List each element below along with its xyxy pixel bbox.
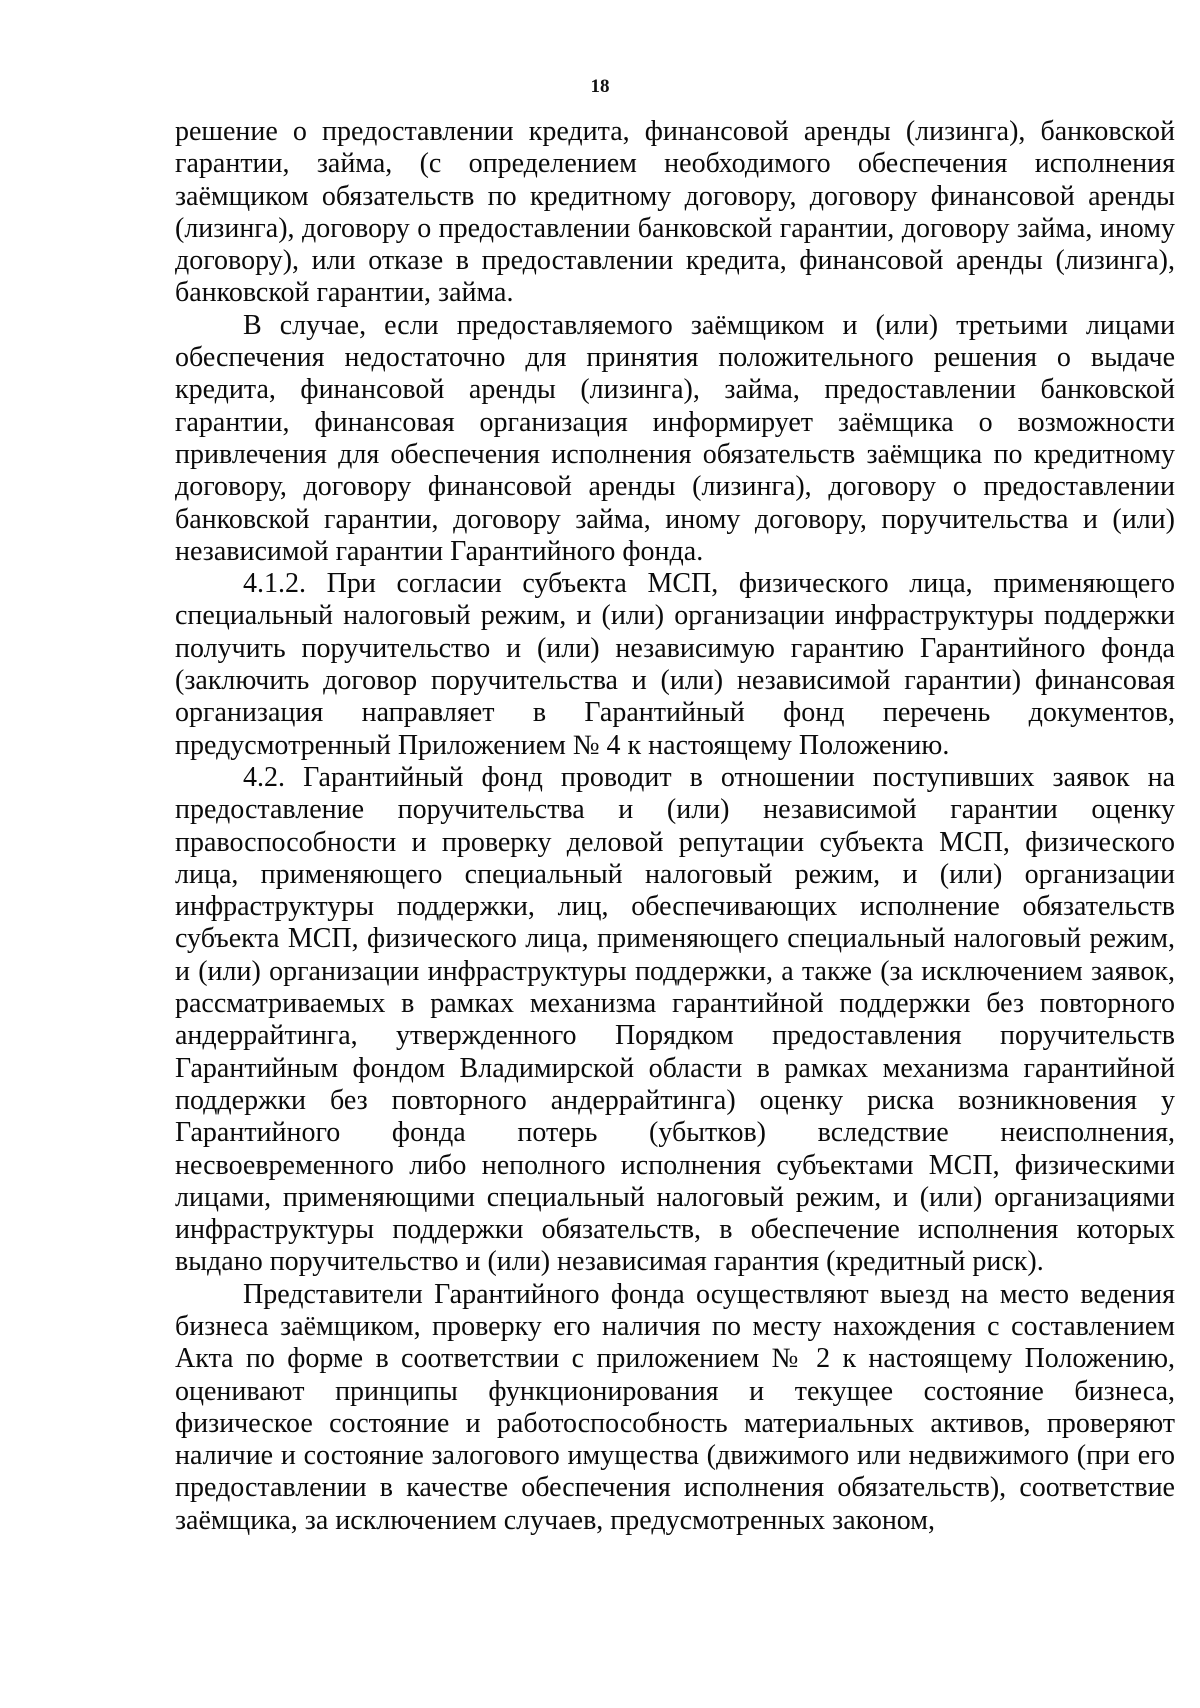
paragraph-4-2: 4.2. Гарантийный фонд проводит в отношении поступивших заявок на предоставление поручительства и (или) независимой гарантии оценку правоспособности и проверку деловой репутации субъекта МСП, физического лица, применяющего специальный налоговый режим, и (или) организации инфраструктуры поддержки, лиц, обеспечивающих исполнение обязательств субъекта МСП, физического лица, применяющего специальный налоговый режим, и (или) организации инфраструктуры поддержки, а также (за исключением заявок, рассматриваемых в рамках механизма гарантийной поддержки без повторного андеррайтинга, утвержденного Порядком предоставления поручительств Гарантийным фондом Владимирской области в рамках механизма гарантийной поддержки без повторного андеррайтинга) оценку риска возникновения у Гарантийного фонда потерь (убытков) вследствие неисполнения, несвоевременного либо неполного исполнения субъектами МСП, физическими лицами, применяющими специальный налоговый режим, и (или) организациями инфраструктуры поддержки обязательств, в обеспечение исполнения которых выдано поручительство и (или) независимая гарантия (кредитный риск). [175, 761, 1175, 1278]
document-body [175, 116, 1175, 1537]
paragraph-4-1-2: 4.1.2. При согласии субъекта МСП, физического лица, применяющего специальный налоговый режим, и (или) организации инфраструктуры поддержки получить поручительство и (или) независимую гарантию Гарантийного фонда (заключить договор поручительства и (или) независимой гарантии) финансовая организация направляет в Гарантийный фонд перечень документов, предусмотренный Приложением № 4 к настоящему Положению. [175, 568, 1175, 761]
paragraph-insufficient-collateral: В случае, если предоставляемого заёмщиком и (или) третьими лицами обеспечения недостаточно для принятия положительного решения о выдаче кредита, финансовой аренды (лизинга), займа, предоставлении банковской гарантии, финансовая организация информирует заёмщика о возможности привлечения для обеспечения исполнения обязательств заёмщика по кредитному договору, договору финансовой аренды (лизинга), договору о предоставлении банковской гарантии, договору займа, иному договору, поручительства и (или) независимой гарантии Гарантийного фонда. [175, 309, 1175, 567]
paragraph-site-visit: Представители Гарантийного фонда осуществляют выезд на место ведения бизнеса заёмщиком, проверку его наличия по месту нахождения с составлением Акта по форме в соответствии с приложением № 2 к настоящему Положению, оценивают принципы функционирования и текущее состояние бизнеса, физическое состояние и работоспособность материальных активов, проверяют наличие и состояние залогового имущества (движимого или недвижимого (при его предоставлении в качестве обеспечения исполнения обязательств), соответствие заёмщика, за исключением случаев, предусмотренных законом, [175, 1278, 1175, 1536]
page-number: 18 [590, 76, 610, 97]
paragraph-continuation: решение о предоставлении кредита, финансовой аренды (лизинга), банковской гарантии, займа, (с определением необходимого обеспечения исполнения заёмщиком обязательств по кредитному договору, договору финансовой аренды (лизинга), договору о предоставлении банковской гарантии, договору займа, иному договору), или отказе в предоставлении кредита, финансовой аренды (лизинга), банковской гарантии, займа. [175, 116, 1175, 309]
